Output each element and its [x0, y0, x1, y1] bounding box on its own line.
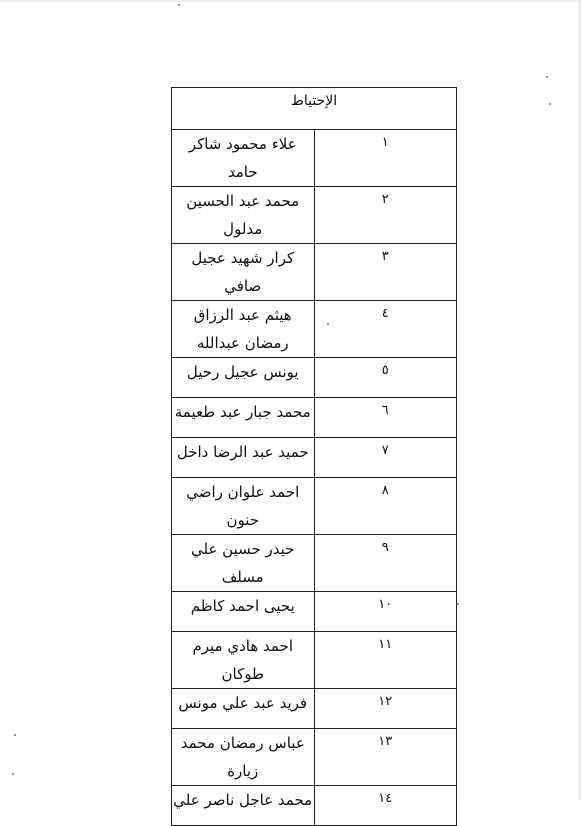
row-number: ٤	[314, 301, 457, 358]
table-row	[172, 130, 457, 187]
scan-speck	[457, 603, 459, 605]
scan-speck	[546, 76, 548, 78]
row-number: ١٤	[314, 786, 457, 826]
person-name: كرار شهيد عجيل صافي	[172, 244, 315, 301]
person-name: احمد علوان راضي حنون	[172, 478, 315, 535]
table-row	[172, 244, 457, 301]
table-body	[172, 88, 457, 826]
person-name: يحيى احمد كاظم	[172, 592, 315, 632]
row-number: ١٢	[314, 689, 457, 729]
table-row	[172, 786, 457, 826]
row-number: ٦	[314, 398, 457, 438]
table-row	[172, 689, 457, 729]
person-name: حميد عبد الرضا داخل	[172, 438, 315, 478]
table-row	[172, 535, 457, 592]
scan-edge-top	[0, 0, 581, 3]
table-title: الإحتياط	[172, 88, 457, 130]
person-name: يونس عجيل رحيل	[172, 358, 315, 398]
scan-speck	[178, 4, 180, 6]
person-name: احمد هادي ميرم طوكان	[172, 632, 315, 689]
table-row	[172, 358, 457, 398]
scan-speck	[14, 734, 16, 736]
person-name: عباس رمضان محمد زيارة	[172, 729, 315, 786]
table-row	[172, 632, 457, 689]
person-name: فريد عبد علي مونس	[172, 689, 315, 729]
table-row	[172, 478, 457, 535]
row-number: ٣	[314, 244, 457, 301]
row-number: ١١	[314, 632, 457, 689]
table-row	[172, 592, 457, 632]
table-row	[172, 301, 457, 358]
person-name: محمد جبار عبد طعيمة	[172, 398, 315, 438]
person-name: حيدر حسين علي مسلف	[172, 535, 315, 592]
table-row	[172, 729, 457, 786]
person-name: هيثم عبد الرزاق رمضان عبدالله	[172, 301, 315, 358]
row-number: ٨	[314, 478, 457, 535]
scan-speck	[12, 773, 14, 775]
scan-speck	[549, 103, 551, 105]
table-title-row	[172, 88, 457, 130]
row-number: ٧	[314, 438, 457, 478]
table-row	[172, 187, 457, 244]
person-name: محمد عبد الحسين مدلول	[172, 187, 315, 244]
person-name: محمد عاجل ناصر علي	[172, 786, 315, 826]
row-number: ٥	[314, 358, 457, 398]
row-number: ١	[314, 130, 457, 187]
table-row	[172, 398, 457, 438]
row-number: ١٣	[314, 729, 457, 786]
row-number: ١٠	[314, 592, 457, 632]
reserve-table	[171, 87, 457, 826]
person-name: علاء محمود شاكر حامد	[172, 130, 315, 187]
table-row	[172, 438, 457, 478]
row-number: ٢	[314, 187, 457, 244]
row-number: ٩	[314, 535, 457, 592]
